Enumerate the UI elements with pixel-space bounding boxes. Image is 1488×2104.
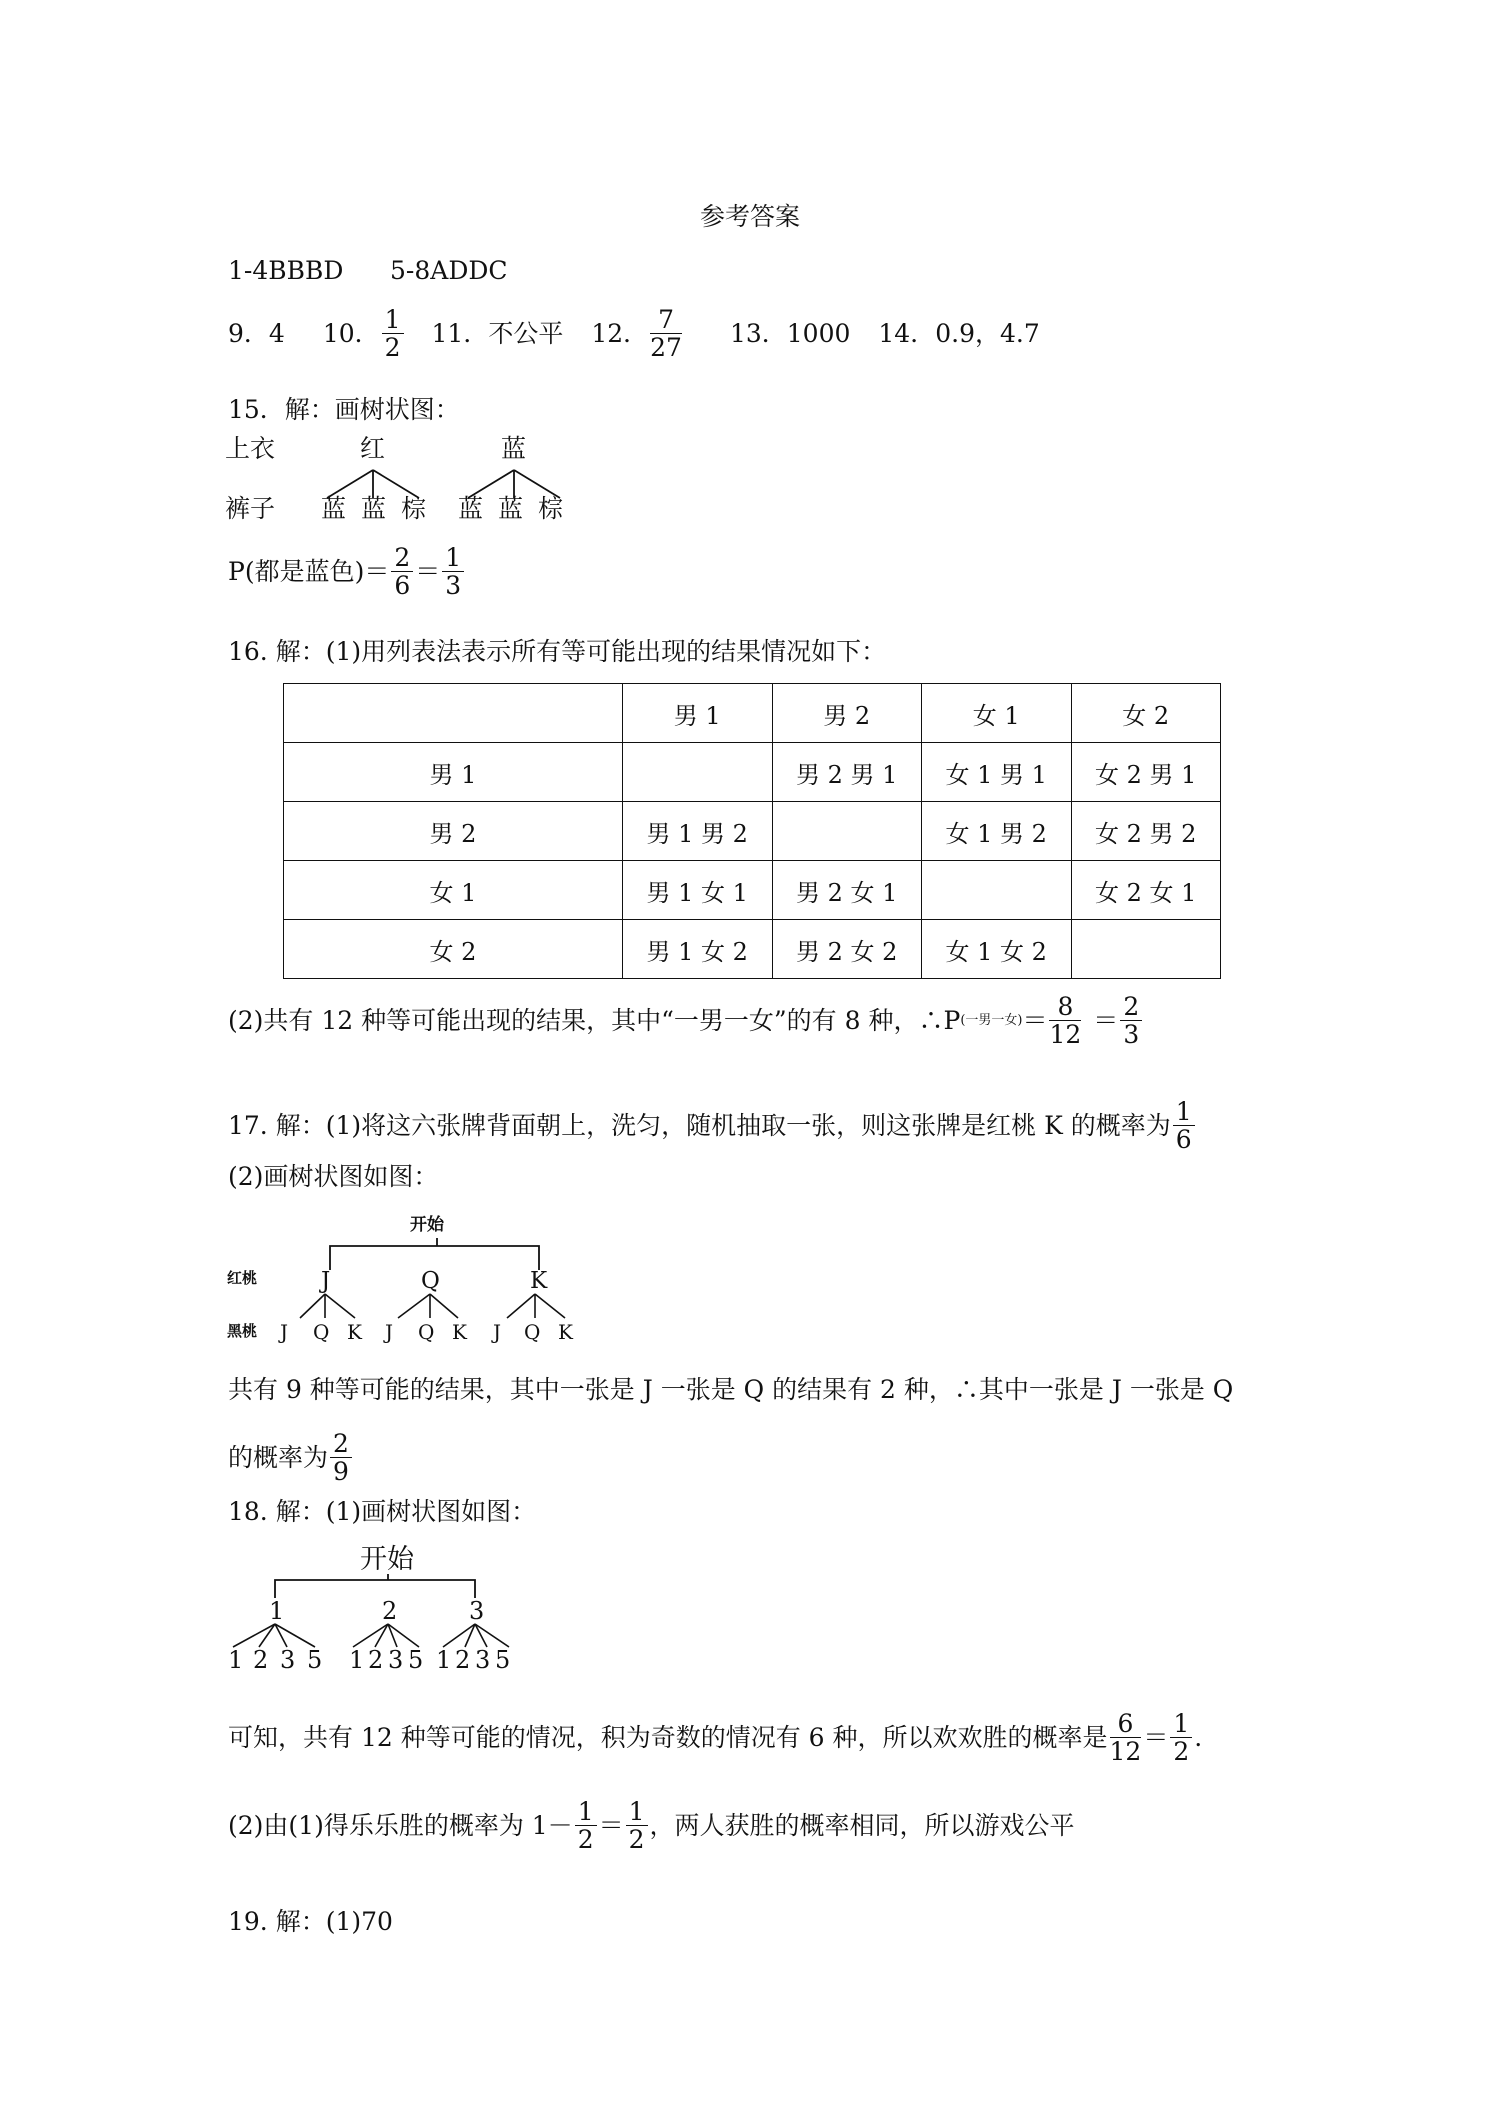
q18-period: .	[1194, 1722, 1203, 1752]
table-cell: 男 2 女 1	[772, 861, 922, 920]
q16-equals-1: ＝	[1022, 1005, 1048, 1035]
table-row-header: 女 1	[284, 861, 623, 920]
q17-leaf: J	[280, 1320, 289, 1344]
table-cell	[922, 861, 1072, 920]
q18-part2-text-b: ，两人获胜的概率相同，所以游戏公平	[649, 1810, 1075, 1840]
q17-conclusion-text: 的概率为	[228, 1442, 329, 1472]
q18-root-bracket	[275, 1580, 475, 1598]
q18-leaf: 2	[253, 1646, 269, 1674]
fill-answers-row	[228, 306, 1040, 361]
table-cell: 女 1 男 2	[922, 802, 1072, 861]
q15-leaf-6: 棕	[538, 494, 564, 523]
q16-fraction-8-12: $\frac{8}{12}$	[1049, 992, 1082, 1049]
q18-leaf: 3	[280, 1646, 296, 1674]
q17-node-q: Q	[421, 1268, 440, 1294]
q15-result	[228, 544, 466, 599]
answer-11: 11．不公平	[431, 318, 564, 348]
mc-answers-5-8: 5-8ADDC	[390, 256, 508, 285]
q18-equals: ＝	[1143, 1722, 1169, 1752]
table-cell: 男 2 男 1	[772, 743, 922, 802]
q18-part2	[228, 1798, 1075, 1853]
page-title: 参考答案	[700, 202, 801, 231]
answer-9: 9．4	[228, 318, 285, 348]
answer-13: 13．1000	[729, 318, 851, 348]
mc-answers-1-4: 1-4BBBD	[228, 256, 344, 285]
q18-leaf: 3	[388, 1646, 404, 1674]
table-cell: 男 2 女 2	[772, 920, 922, 979]
q18-leaf: 1	[228, 1646, 244, 1674]
q19-text: 19. 解：(1)70	[228, 1907, 393, 1936]
q18-node-1: 1	[269, 1597, 285, 1625]
answer-14: 14．0.9，4.7	[878, 318, 1040, 348]
q18-leaf: 5	[307, 1646, 323, 1674]
q17-part1	[228, 1098, 1197, 1153]
table-row	[284, 743, 1221, 802]
q16-part2-text: (2)共有 12 种等可能出现的结果，其中“一男一女”的有 8 种，∴P	[228, 1005, 961, 1035]
q17-fraction-1-6: $\frac{1}{6}$	[1173, 1098, 1195, 1153]
q16-part2	[228, 993, 1144, 1048]
q15-row2-label: 裤子	[225, 494, 276, 523]
q15-equals: ＝	[415, 556, 441, 586]
q17-node-j: J	[321, 1268, 331, 1294]
table-cell	[772, 802, 922, 861]
q18-node-2: 2	[382, 1597, 398, 1625]
table-cell	[623, 743, 773, 802]
q18-node-3: 3	[469, 1597, 485, 1625]
q17-leaf: K	[452, 1320, 467, 1344]
q18-leaf: 1	[436, 1646, 452, 1674]
table-cell: 男 1 女 2	[623, 920, 773, 979]
table-col-header: 女 1	[922, 684, 1072, 743]
answer-12-label: 12．	[591, 318, 649, 348]
q17-leaf: Q	[418, 1320, 435, 1344]
q15-leaf-4: 蓝	[458, 494, 484, 523]
q15-fraction-1-3: $\frac{1}{3}$	[442, 544, 464, 599]
q17-node-k: K	[530, 1268, 548, 1294]
q17-tree-branches	[300, 1294, 565, 1318]
answer-10-fraction: $\frac{1}{2}$	[382, 306, 404, 361]
q16-outcome-table	[283, 683, 1221, 979]
table-cell: 女 2 男 1	[1071, 743, 1221, 802]
q16-fraction-2-3: $\frac{2}{3}$	[1120, 993, 1142, 1048]
table-row-header: 男 1	[284, 743, 623, 802]
q16-equals-2: ＝	[1093, 1005, 1119, 1035]
q18-part1	[228, 1710, 1202, 1765]
q15-leaf-2: 蓝	[361, 494, 387, 523]
table-cell: 女 1 男 1	[922, 743, 1072, 802]
q15-leaf-1: 蓝	[321, 494, 347, 523]
table-cell: 女 2 男 2	[1071, 802, 1221, 861]
q17-part1-text: 17. 解：(1)将这六张牌背面朝上，洗匀，随机抽取一张，则这张牌是红桃 K 的概率为	[228, 1110, 1171, 1140]
q17-leaf: J	[385, 1320, 394, 1344]
q17-fraction-2-9: $\frac{2}{9}$	[330, 1430, 352, 1485]
q17-root-bracket	[330, 1246, 539, 1270]
table-row	[284, 920, 1221, 979]
q18-leaf: 2	[455, 1646, 471, 1674]
answer-12-fraction: $\frac{7}{27}$	[650, 305, 682, 362]
table-cell: 女 1 女 2	[922, 920, 1072, 979]
q18-fraction-6-12: $\frac{6}{12}$	[1109, 1709, 1142, 1766]
table-cell: 女 2 女 1	[1071, 861, 1221, 920]
table-row-header: 女 2	[284, 920, 623, 979]
q17-leaf: J	[493, 1320, 502, 1344]
q18-tree-diagram	[225, 1540, 525, 1674]
q18-leaf: 3	[475, 1646, 491, 1674]
table-cell: 男 1 女 1	[623, 861, 773, 920]
q17-leaf: K	[347, 1320, 362, 1344]
q17-conclusion-line1: 共有 9 种等可能的结果，其中一张是 J 一张是 Q 的结果有 2 种，∴其中一张是 J 一张是 Q	[228, 1375, 1234, 1404]
q15-leaf-5: 蓝	[498, 494, 524, 523]
q17-row2-label: 黑桃	[227, 1322, 258, 1340]
q18-leaf: 5	[495, 1646, 511, 1674]
q15-node-red: 红	[360, 434, 386, 463]
q18-root: 开始	[360, 1544, 414, 1575]
q18-leaf: 5	[408, 1646, 424, 1674]
q15-tree-diagram	[225, 430, 605, 530]
q15-result-prefix: P(都是蓝色)＝	[228, 556, 390, 586]
q18-heading: 18. 解：(1)画树状图如图：	[228, 1497, 537, 1526]
table-row	[284, 861, 1221, 920]
q18-leaf: 2	[368, 1646, 384, 1674]
q18-part1-text: 可知，共有 12 种等可能的情况，积为奇数的情况有 6 种，所以欢欢胜的概率是	[228, 1722, 1108, 1752]
table-row	[284, 802, 1221, 861]
table-header-row	[284, 684, 1221, 743]
q18-leaf: 1	[349, 1646, 365, 1674]
q18-part2-text-a: (2)由(1)得乐乐胜的概率为 1－	[228, 1810, 573, 1840]
table-row-header: 男 2	[284, 802, 623, 861]
q15-fraction-2-6: $\frac{2}{6}$	[391, 544, 413, 599]
q17-leaf: K	[558, 1320, 573, 1344]
q18-fraction-1-2-a: $\frac{1}{2}$	[575, 1798, 597, 1853]
answer-10-label: 10．	[322, 318, 380, 348]
table-col-header: 男 2	[772, 684, 922, 743]
q17-part2-heading: (2)画树状图如图：	[228, 1162, 439, 1191]
q17-root: 开始	[410, 1215, 444, 1235]
q16-part2-subscript: (一男一女)	[960, 1012, 1023, 1028]
q15-node-blue: 蓝	[501, 434, 527, 463]
q17-row1-label: 红桃	[227, 1269, 258, 1287]
q15-row1-label: 上衣	[225, 434, 276, 463]
q17-leaf: Q	[524, 1320, 541, 1344]
q18-part2-equals: ＝	[598, 1810, 624, 1840]
q17-conclusion-line2	[228, 1430, 354, 1485]
q17-leaf: Q	[313, 1320, 330, 1344]
table-cell	[1071, 920, 1221, 979]
q18-tree-branches	[233, 1624, 509, 1647]
q16-heading: 16. 解：(1)用列表法表示所有等可能出现的结果情况如下：	[228, 637, 887, 666]
q15-leaf-3: 棕	[401, 494, 427, 523]
table-corner-cell	[284, 684, 623, 743]
q18-fraction-1-2-b: $\frac{1}{2}$	[626, 1798, 648, 1853]
table-col-header: 男 1	[623, 684, 773, 743]
table-col-header: 女 2	[1071, 684, 1221, 743]
table-cell: 男 1 男 2	[623, 802, 773, 861]
q18-fraction-1-2: $\frac{1}{2}$	[1170, 1710, 1192, 1765]
q15-heading: 15．解：画树状图：	[228, 395, 460, 424]
q17-tree-diagram	[225, 1208, 605, 1348]
